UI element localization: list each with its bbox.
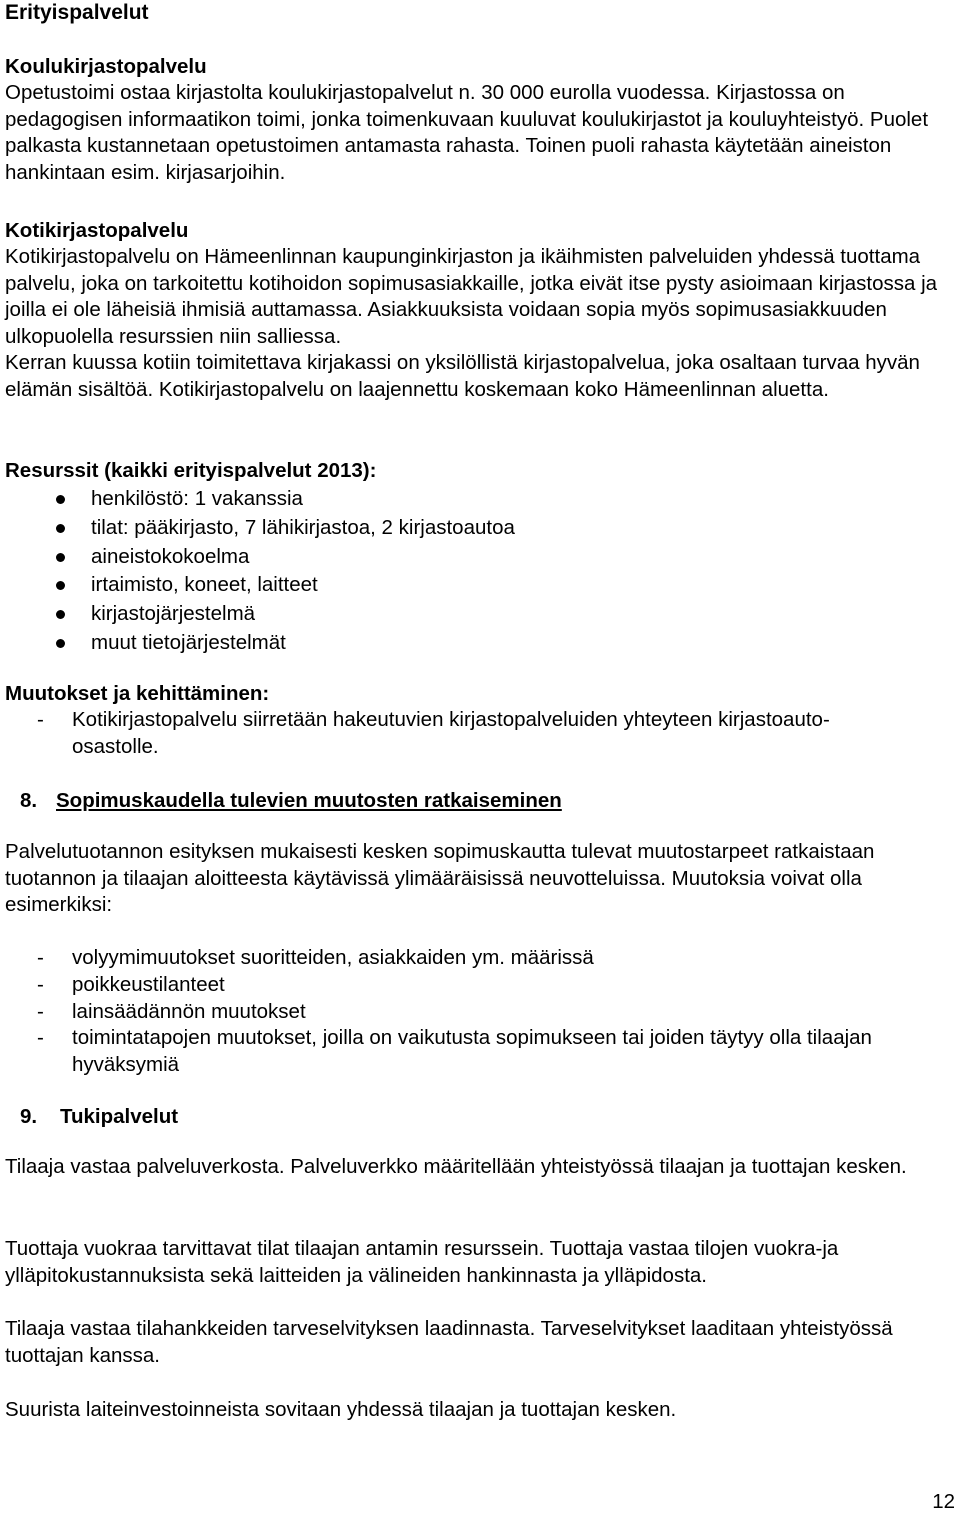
section-8-item-text: volyymimuutokset suoritteiden, asiakkaiden ym. määrissä	[72, 946, 594, 969]
section-8-list	[5, 945, 925, 1079]
muutokset-item	[5, 707, 905, 761]
dash-marker: -	[37, 946, 44, 969]
resurssit-item-text: tilat: pääkirjasto, 7 lähikirjastoa, 2 kirjastoautoa	[91, 515, 515, 539]
section-8-item-text: lainsäädännön muutokset	[72, 999, 306, 1023]
resurssit-item-text: aineistokokoelma	[91, 544, 250, 568]
resurssit-item	[5, 571, 955, 600]
muutokset-list	[5, 707, 905, 761]
resurssit-title: Resurssit (kaikki erityispalvelut 2013):	[5, 459, 377, 482]
dash-marker: -	[37, 972, 44, 996]
section-8-heading	[5, 788, 955, 815]
section-8-item-text: toimintatapojen muutokset, joilla on vaikutusta sopimukseen tai joiden täytyy olla tilaajan hyväksymiä	[72, 1026, 872, 1077]
bullet-icon	[56, 553, 65, 562]
dash-marker: -	[37, 1026, 44, 1050]
resurssit-item	[5, 514, 955, 543]
dash-marker: -	[37, 708, 44, 731]
resurssit-item	[5, 600, 955, 629]
section-8-intro: Palvelutuotannon esityksen mukaisesti kesken sopimuskautta tulevat muutostarpeet ratkaistaan tuotannon ja tilaajan aloitteesta käytävissä ylimääräisissä neuvotteluissa. Muutoksia voivat olla esimerkiksi:	[5, 840, 875, 916]
muutokset-title: Muutokset ja kehittäminen:	[5, 682, 270, 705]
kotikirjasto-title: Kotikirjastopalvelu	[5, 219, 189, 242]
section-9-para-3: Tilaaja vastaa tilahankkeiden tarveselvityksen laadinnasta. Tarveselvitykset laaditaan yhteistyössä tuottajan kanssa.	[5, 1317, 893, 1367]
muutokset-item-text: Kotikirjastopalvelu siirretään hakeutuvien kirjastopalveluiden yhteyteen kirjastoauto-osastolle.	[72, 708, 830, 758]
page-number: 12	[932, 1490, 955, 1513]
resurssit-item	[5, 629, 955, 658]
resurssit-item	[5, 485, 955, 514]
resurssit-list	[5, 485, 955, 658]
section-8-title: Sopimuskaudella tulevien muutosten ratkaiseminen	[56, 789, 562, 812]
koulukirjasto-text: Opetustoimi ostaa kirjastolta koulukirjastopalvelut n. 30 000 eurolla vuodessa. Kirjastossa on pedagogisen informaatikon toimi, jonka toimenkuvaan kuuluvat koulukirjastot ja kouluyhteistyö. Puolet palkasta kustannetaan opetustoimen antamasta rahasta. Toinen puoli rahasta käytetään aineiston hankintaan esim. kirjasarjoihin.	[5, 81, 929, 184]
section-8-item	[5, 999, 925, 1026]
section-8-item	[5, 972, 925, 999]
koulukirjasto-title: Koulukirjastopalvelu	[5, 55, 207, 78]
bullet-icon	[56, 610, 65, 619]
section-9-para-1: Tilaaja vastaa palveluverkosta. Palveluverkko määritellään yhteistyössä tilaajan ja tuottajan kesken.	[5, 1155, 907, 1178]
bullet-icon	[56, 639, 65, 648]
section-8-item-text: poikkeustilanteet	[72, 972, 225, 996]
resurssit-item-text: muut tietojärjestelmät	[91, 630, 286, 654]
resurssit-item-text: henkilöstö: 1 vakanssia	[91, 487, 303, 510]
section-9-para-2: Tuottaja vuokraa tarvittavat tilat tilaajan antamin resurssein. Tuottaja vastaa tilojen vuokra-ja ylläpitokustannuksista sekä laitteiden ja välineiden hankinnasta ja ylläpidosta.	[5, 1237, 839, 1287]
section-8-item	[5, 945, 925, 972]
section-9-para-4: Suurista laiteinvestoinneista sovitaan yhdessä tilaajan ja tuottajan kesken.	[5, 1398, 677, 1421]
bullet-icon	[56, 524, 65, 533]
section-8-item	[5, 1025, 925, 1079]
section-9-number: 9.	[20, 1105, 38, 1128]
section-8-number: 8.	[20, 789, 38, 812]
resurssit-item-text: kirjastojärjestelmä	[91, 602, 256, 626]
section-9-heading	[5, 1104, 955, 1131]
dash-marker: -	[37, 999, 44, 1023]
section-9-title: Tukipalvelut	[60, 1105, 179, 1128]
resurssit-item-text: irtaimisto, koneet, laitteet	[91, 573, 318, 597]
bullet-icon	[56, 495, 65, 504]
kotikirjasto-para-2: Kerran kuussa kotiin toimitettava kirjakassi on yksilöllistä kirjastopalvelua, joka osaltaan turvaa hyvän elämän sisältöä. Kotikirjastopalvelu on laajennettu koskemaan koko Hämeenlinnan aluetta.	[5, 351, 920, 401]
page-heading: Erityispalvelut	[5, 1, 149, 24]
bullet-icon	[56, 581, 65, 590]
kotikirjasto-para-1: Kotikirjastopalvelu on Hämeenlinnan kaupunginkirjaston ja ikäihmisten palveluiden yhdessä tuottama palvelu, joka on tarkoitettu kotihoidon sopimusasiakkaille, jotka eivät itse pysty asioimaan kirjastossa ja joilla ei ole läheisiä ihmisiä auttamassa. Asiakkuuksista voidaan sopia myös sopimusasiakkuuden ulkopuolella resurssien niin salliessa.	[5, 245, 938, 348]
resurssit-item	[5, 543, 955, 572]
